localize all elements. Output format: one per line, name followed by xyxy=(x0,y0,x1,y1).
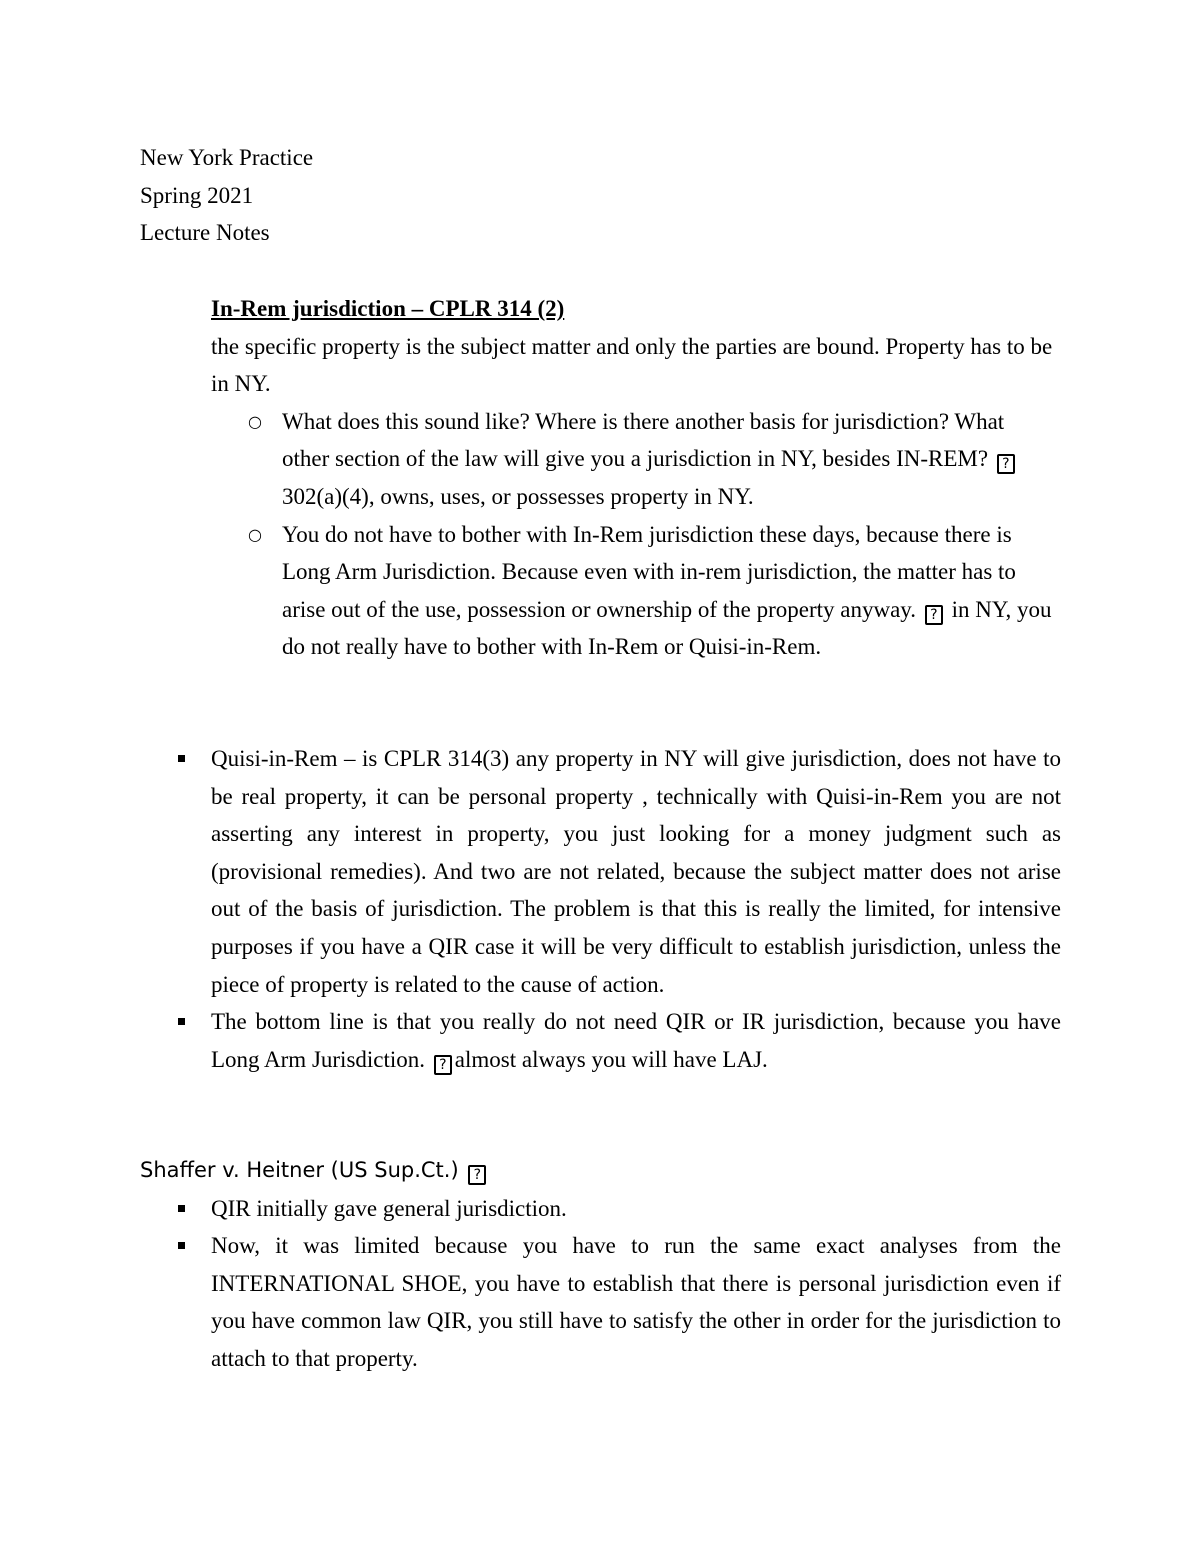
document-type: Lecture Notes xyxy=(140,220,270,246)
point-text-continued: in NY, you do not really have to bother with In-Rem or Quisi-in-Rem. xyxy=(282,596,1052,660)
quasi-in-rem-section xyxy=(211,740,1061,1078)
square-bullet-icon xyxy=(178,755,185,762)
term-label: Spring 2021 xyxy=(140,182,254,208)
square-bullet-icon xyxy=(178,1242,185,1249)
list-item xyxy=(248,403,1052,516)
circle-bullet-icon: ○ xyxy=(248,524,262,544)
list-item xyxy=(211,1190,1061,1228)
point-text: Now, it was limited because you have to run the same exact analyses from the INTERNATIONAL SHOE, you have to establish that there is personal jurisdiction even if you have common law QIR, you still have to satisfy the other in order for the jurisdiction to attach to that property. xyxy=(211,1233,1061,1371)
point-text-continued: almost always you will have LAJ. xyxy=(454,1046,768,1072)
point-text: QIR initially gave general jurisdiction. xyxy=(211,1195,567,1221)
unknown-glyph-icon: ? xyxy=(434,1055,452,1075)
circle-bullet-icon: ○ xyxy=(248,411,262,431)
in-rem-section xyxy=(211,290,1071,666)
point-text: Quisi-in-Rem – is CPLR 314(3) any property in NY will give jurisdiction, does not have to be real property, it can be personal property , technically with Quisi-in-Rem you are not asserting any interest in property, you just looking for a money judgment such as (provisional remedies). And two are not related, because the subject matter does not arise out of the basis of jurisdiction. The problem is that this is really the limited, for intensive purposes if you have a QIR case it will be very difficult to establish jurisdiction, unless the piece of property is related to the cause of action. xyxy=(211,746,1061,997)
in-rem-points xyxy=(248,403,1052,666)
section-heading: In-Rem jurisdiction – CPLR 314 (2) xyxy=(211,296,565,321)
section-intro: the specific property is the subject matter and only the parties are bound. Property has to be in NY. xyxy=(211,333,1053,397)
unknown-glyph-icon: ? xyxy=(468,1165,486,1185)
point-text: What does this sound like? Where is there another basis for jurisdiction? What other section of the law will give you a jurisdiction in NY, besides IN-REM? xyxy=(282,408,1005,472)
list-item xyxy=(248,516,1052,666)
square-bullet-icon xyxy=(178,1018,185,1025)
unknown-glyph-icon: ? xyxy=(997,454,1015,474)
course-title: New York Practice xyxy=(140,145,314,170)
square-bullet-icon xyxy=(178,1205,185,1212)
point-text: The bottom line is that you really do not need QIR or IR jurisdiction, because you have Long Arm Jurisdiction. xyxy=(211,1009,1061,1072)
case-title-text: Shaffer v. Heitner (US Sup.Ct.) xyxy=(140,1158,459,1182)
list-item xyxy=(211,1003,1061,1078)
list-item xyxy=(211,740,1061,1003)
quasi-points xyxy=(211,740,1061,1078)
point-text: You do not have to bother with In-Rem jurisdiction these days, because there is Long Arm Jurisdiction. Because even with in-rem jurisdiction, the matter has to arise out of the use, possession or ownership of the property anyway. xyxy=(282,521,1016,622)
document-header xyxy=(140,139,740,252)
point-text-continued: 302(a)(4), owns, uses, or possesses property in NY. xyxy=(282,483,754,509)
list-item xyxy=(211,1227,1061,1377)
case-heading xyxy=(140,1152,1061,1190)
shaffer-points xyxy=(211,1190,1061,1378)
shaffer-section xyxy=(140,1152,1061,1378)
unknown-glyph-icon: ? xyxy=(925,605,943,625)
